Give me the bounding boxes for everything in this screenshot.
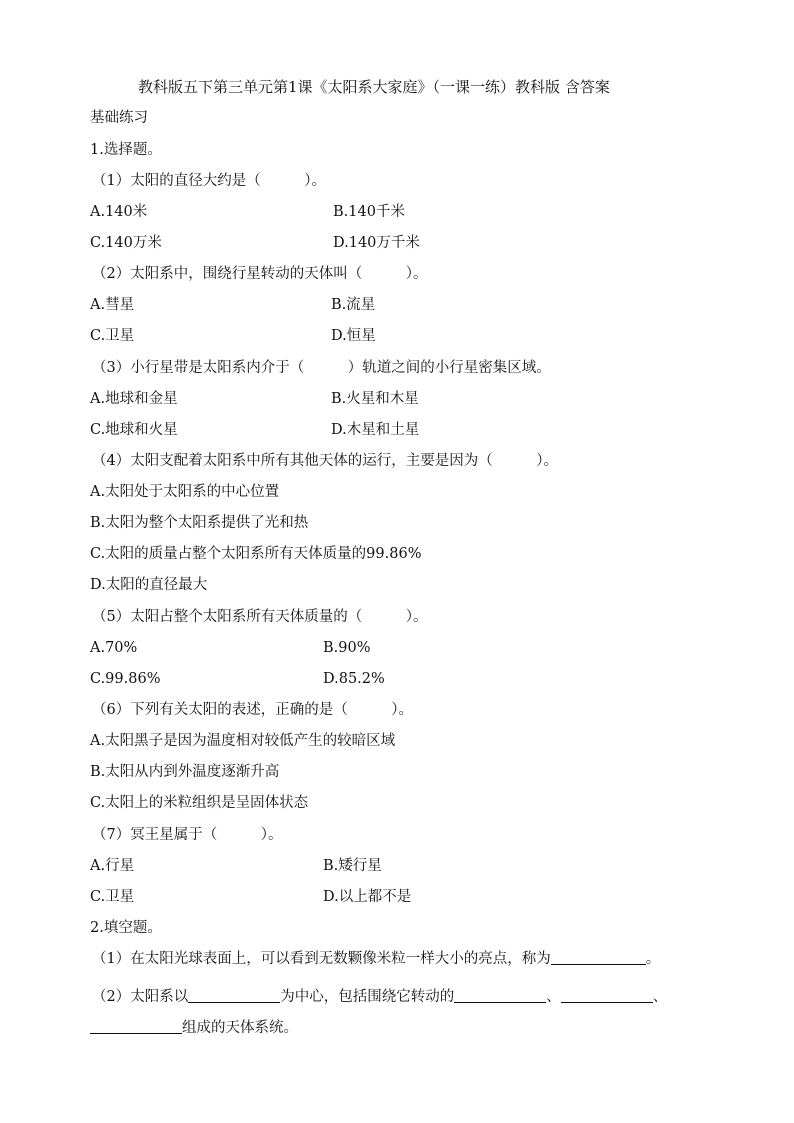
q2-2-blank-2[interactable] [454,987,546,1003]
q1-heading: 1.选择题。 [90,142,162,158]
section-heading: 基础练习 [90,110,148,126]
q1-6-option-a: A.太阳黑子是因为温度相对较低产生的较暗区域 [90,733,396,749]
q1-1-option-a: A.140米 [90,204,148,220]
q1-5-option-c: C.99.86% [90,671,161,687]
q1-7-option-b: B.矮行星 [323,858,382,874]
q1-5-option-b: B.90% [323,640,371,656]
q1-2-stem: （2）太阳系中，围绕行星转动的天体叫（ ）。 [92,266,428,282]
q2-2-text-a: （2）太阳系以 [92,989,189,1005]
document-title: 教科版五下第三单元第1课《太阳系大家庭》（一课一练）教科版 含答案 [138,78,610,96]
q1-3-option-a: A.地球和金星 [90,391,178,407]
q1-1-option-d: D.140万千米 [333,235,420,251]
q1-7-option-d: D.以上都不是 [323,889,412,905]
q1-7-stem: （7）冥王星属于（ ）。 [92,827,283,843]
q1-3-option-c: C.地球和火星 [90,422,178,438]
q1-5-option-a: A.70% [90,640,138,656]
q1-7-option-c: C.卫星 [90,889,135,905]
q1-5-stem: （5）太阳占整个太阳系所有天体质量的（ ）。 [92,609,428,625]
q2-2-sep-1: 、 [546,989,561,1005]
q1-2-option-d: D.恒星 [331,328,376,344]
q1-5-option-d: D.85.2% [323,671,385,687]
q2-1-end: 。 [645,951,661,967]
q1-6-stem: （6）下列有关太阳的表述，正确的是（ ）。 [92,702,413,718]
q2-heading: 2.填空题。 [90,920,162,936]
q1-1-option-b: B.140千米 [333,204,405,220]
q1-4-option-a: A.太阳处于太阳系的中心位置 [90,484,280,500]
q1-6-option-b: B.太阳从内到外温度逐渐升高 [90,764,280,780]
q1-4-option-d: D.太阳的直径最大 [90,577,208,593]
q1-2-option-a: A.彗星 [90,297,135,313]
q2-2-line-cont [90,1018,298,1038]
q2-2-sep-2: 、 [652,989,668,1005]
q1-4-option-b: B.太阳为整个太阳系提供了光和热 [90,515,309,531]
q1-4-option-c: C.太阳的质量占整个太阳系所有天体质量的99.86% [90,546,422,562]
q2-1-blank[interactable] [551,949,646,965]
q2-1-text: （1）在太阳光球表面上，可以看到无数颗像米粒一样大小的亮点，称为 [92,951,551,967]
q2-2-text-c: 组成的天体系统。 [182,1020,298,1036]
q1-2-option-c: C.卫星 [90,328,135,344]
q2-2-blank-3[interactable] [561,987,653,1003]
q2-2-text-b: 为中心，包括围绕它转动的 [280,989,455,1005]
q2-2-blank-1[interactable] [188,987,280,1003]
q1-2-option-b: B.流星 [331,297,376,313]
q1-7-option-a: A.行星 [90,858,135,874]
q1-1-option-c: C.140万米 [90,235,162,251]
q1-3-option-d: D.木星和土星 [331,422,420,438]
q2-2-line [92,987,667,1007]
q2-2-blank-4[interactable] [90,1018,182,1034]
q1-6-option-c: C.太阳上的米粒组织是呈固体状态 [90,795,309,811]
q1-3-stem: （3）小行星带是太阳系内介于（ ）轨道之间的小行星密集区域。 [92,360,551,376]
q1-4-stem: （4）太阳支配着太阳系中所有其他天体的运行，主要是因为（ ）。 [92,453,558,469]
q2-1-line [92,949,660,969]
q1-3-option-b: B.火星和木星 [331,391,419,407]
q1-1-stem: （1）太阳的直径大约是（ ）。 [92,173,326,189]
